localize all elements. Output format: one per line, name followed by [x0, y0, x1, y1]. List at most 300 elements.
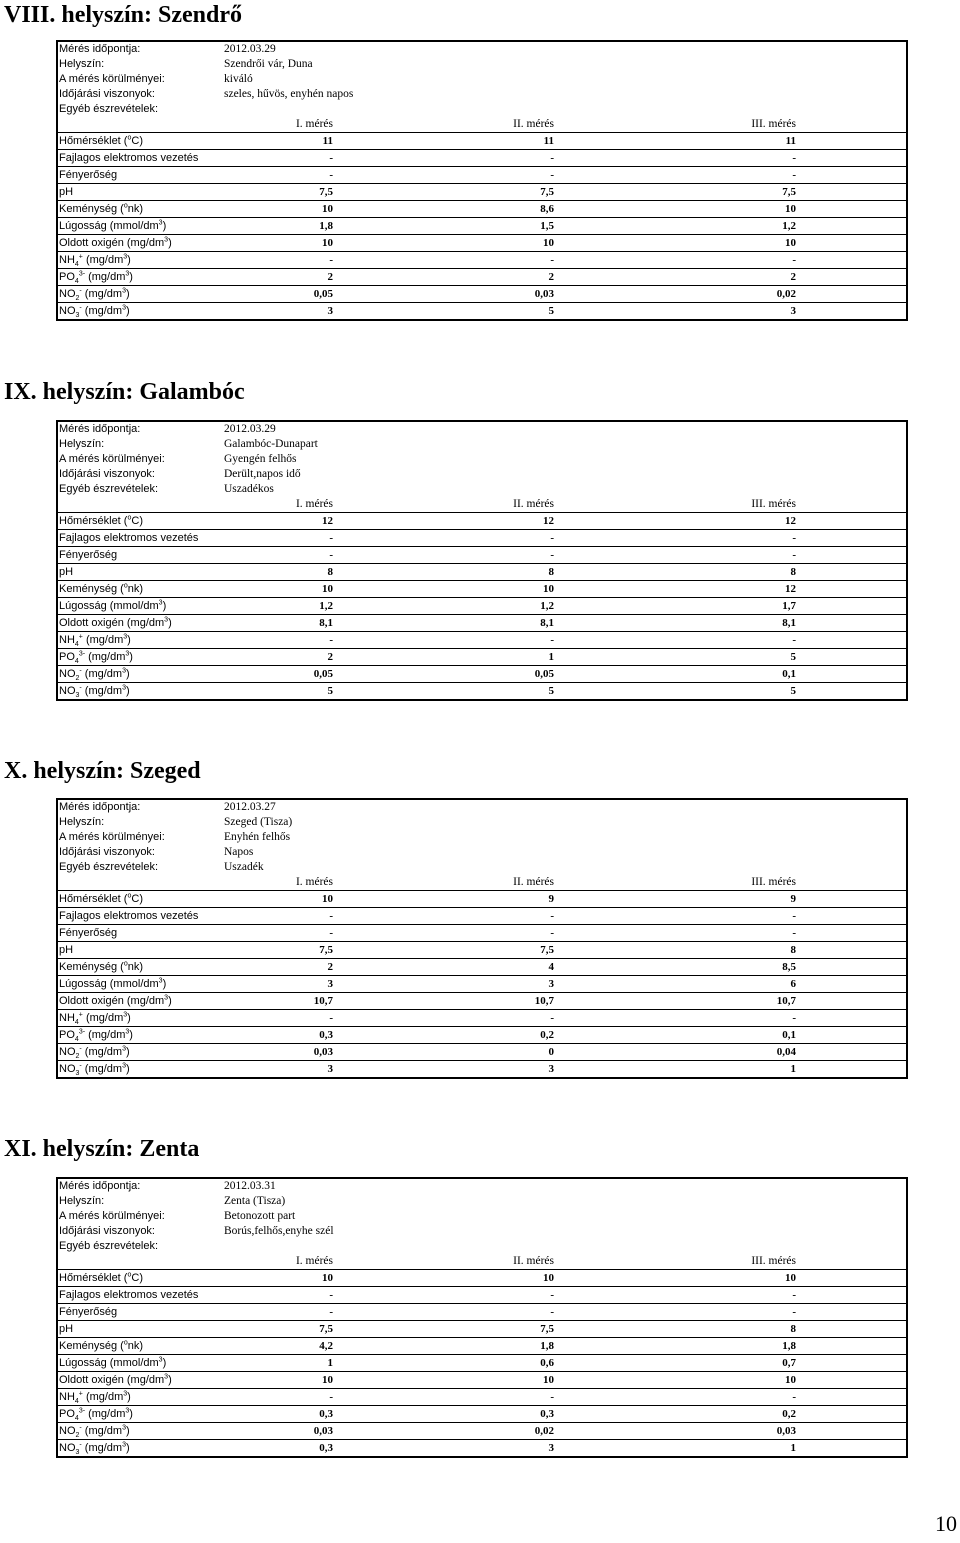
value-cell: 12	[458, 513, 684, 530]
value-cell: 9	[458, 891, 684, 908]
info-value: 2012.03.29	[224, 423, 276, 435]
info-label: Egyéb észrevételek:	[59, 1240, 159, 1252]
value-cell: 0,03	[223, 1423, 458, 1440]
page-number: 10	[935, 1511, 957, 1536]
table-row	[58, 891, 906, 908]
param-label: $NO_2^-$ $(mg/dm^3)$	[58, 1423, 223, 1440]
table-row	[58, 942, 906, 959]
value-cell: 10	[684, 1270, 906, 1287]
param-label: $NO_3^-$ $(mg/dm^3)$	[58, 303, 223, 320]
info-value: 2012.03.31	[224, 1180, 276, 1192]
table-row	[58, 1027, 906, 1044]
value-cell: -	[458, 530, 684, 547]
section-title: XI. helyszín: Zenta	[4, 1136, 200, 1162]
table-row	[58, 1423, 906, 1440]
info-label: Egyéb észrevételek:	[59, 483, 159, 495]
value-cell: 1,8	[223, 218, 458, 235]
value-cell: 10	[223, 1270, 458, 1287]
table-row	[58, 1321, 906, 1338]
info-row	[58, 482, 906, 497]
measurement-table	[56, 798, 908, 1079]
value-cell: 10	[223, 235, 458, 252]
value-cell: -	[458, 632, 684, 649]
info-value: Uszadékos	[224, 483, 274, 495]
value-cell: 2	[458, 269, 684, 286]
table-row	[58, 564, 906, 581]
table-row	[58, 303, 906, 320]
table-row	[58, 1044, 906, 1061]
param-label: pH	[58, 564, 223, 581]
value-cell: 0,03	[684, 1423, 906, 1440]
value-cell: 8,6	[458, 201, 684, 218]
value-cell: 3	[458, 1440, 684, 1457]
value-cell: 10	[223, 581, 458, 598]
info-label: Mérés időpontja:	[59, 43, 141, 55]
table-row	[58, 1355, 906, 1372]
value-cell: 10,7	[458, 993, 684, 1010]
info-value: Derült,napos idő	[224, 468, 301, 480]
value-cell: 5	[684, 683, 906, 700]
value-cell: 8	[458, 564, 684, 581]
table-row	[58, 581, 906, 598]
info-row	[58, 452, 906, 467]
param-label: Fajlagos elektromos vezetés	[58, 1287, 223, 1304]
value-cell: 1,2	[684, 218, 906, 235]
info-label: A mérés körülményei:	[59, 73, 165, 85]
value-cell: 5	[223, 683, 458, 700]
table-row	[58, 218, 906, 235]
param-label: Fajlagos elektromos vezetés	[58, 908, 223, 925]
param-label: $NO_2^-$ $(mg/dm^3)$	[58, 666, 223, 683]
value-cell: -	[458, 925, 684, 942]
value-cell: 3	[684, 303, 906, 320]
table-row	[58, 252, 906, 269]
measurement-table	[56, 420, 908, 701]
value-cell: -	[458, 150, 684, 167]
value-cell: 1,7	[684, 598, 906, 615]
value-cell: 0,6	[458, 1355, 684, 1372]
param-label: $PO_4^{3-}$ $(mg/dm^3)$	[58, 649, 223, 666]
value-cell: 0	[458, 1044, 684, 1061]
info-row	[58, 1209, 906, 1224]
info-value: Galambóc-Dunapart	[224, 438, 318, 450]
value-cell: 7,5	[223, 942, 458, 959]
value-cell: 10	[458, 1372, 684, 1389]
value-cell: -	[458, 1389, 684, 1406]
param-label: Hőmérséklet ($^o$C)	[58, 133, 223, 150]
param-label: Oldott oxigén $(mg/dm^3)$	[58, 615, 223, 632]
value-cell: 10	[684, 235, 906, 252]
value-cell: 3	[223, 1061, 458, 1078]
value-cell: 8,1	[684, 615, 906, 632]
table-row	[58, 1372, 906, 1389]
value-cell: -	[223, 167, 458, 184]
param-label: $NO_2^-$ $(mg/dm^3)$	[58, 286, 223, 303]
value-cell: 12	[684, 513, 906, 530]
param-label: Fajlagos elektromos vezetés	[58, 150, 223, 167]
value-cell: 10	[223, 201, 458, 218]
value-cell: 10	[458, 1270, 684, 1287]
table-row	[58, 1287, 906, 1304]
value-cell: -	[684, 252, 906, 269]
value-cell: 0,02	[458, 1423, 684, 1440]
value-cell: 0,03	[458, 286, 684, 303]
param-label: Fajlagos elektromos vezetés	[58, 530, 223, 547]
value-cell: 5	[458, 303, 684, 320]
info-row	[58, 422, 906, 437]
section-title: X. helyszín: Szeged	[4, 758, 201, 784]
param-label: $NO_3^-$ $(mg/dm^3)$	[58, 1440, 223, 1457]
value-cell: -	[458, 1287, 684, 1304]
value-cell: -	[458, 252, 684, 269]
param-label: Oldott oxigén $(mg/dm^3)$	[58, 1372, 223, 1389]
param-label: Lúgosság $(mmol/dm^3)$	[58, 598, 223, 615]
value-cell: -	[684, 1304, 906, 1321]
param-label: Keménység ($^o$nk)	[58, 959, 223, 976]
table-row	[58, 150, 906, 167]
info-value	[223, 102, 906, 117]
info-row	[58, 72, 906, 87]
value-cell: 12	[684, 581, 906, 598]
info-value: Uszadék	[224, 861, 264, 873]
param-label: Lúgosság $(mmol/dm^3)$	[58, 976, 223, 993]
info-row	[58, 800, 906, 815]
value-cell: 10,7	[223, 993, 458, 1010]
value-cell: 0,05	[458, 666, 684, 683]
info-value: Enyhén felhős	[224, 831, 291, 843]
info-value: Szeged (Tisza)	[224, 816, 293, 828]
value-cell: 2	[223, 959, 458, 976]
value-cell: -	[223, 1304, 458, 1321]
info-value: 2012.03.29	[224, 43, 276, 55]
column-header-row	[58, 497, 906, 513]
value-cell: 8	[223, 564, 458, 581]
value-cell: 1,2	[458, 598, 684, 615]
info-label: Egyéb észrevételek:	[59, 861, 159, 873]
table-row	[58, 513, 906, 530]
info-value: 2012.03.27	[224, 801, 276, 813]
info-row	[58, 815, 906, 830]
table-row	[58, 530, 906, 547]
table-row	[58, 908, 906, 925]
value-cell: 1,5	[458, 218, 684, 235]
value-cell: 1	[223, 1355, 458, 1372]
column-header: III. mérés	[751, 498, 797, 510]
param-label: $NH_4^+$ $(mg/dm^3)$	[58, 1389, 223, 1406]
param-label: pH	[58, 1321, 223, 1338]
param-label: Lúgosság $(mmol/dm^3)$	[58, 1355, 223, 1372]
value-cell: 10,7	[684, 993, 906, 1010]
info-value	[223, 1239, 906, 1254]
info-label: Időjárási viszonyok:	[59, 1225, 155, 1237]
table-row	[58, 1338, 906, 1355]
info-row	[58, 845, 906, 860]
info-value: kiváló	[224, 73, 253, 85]
value-cell: -	[684, 1010, 906, 1027]
value-cell: -	[458, 167, 684, 184]
value-cell: 8	[684, 564, 906, 581]
info-label: A mérés körülményei:	[59, 831, 165, 843]
value-cell: 0,1	[684, 666, 906, 683]
column-header: I. mérés	[295, 1255, 333, 1267]
table-row	[58, 167, 906, 184]
info-label: Helyszín:	[59, 1195, 105, 1207]
param-label: $PO_4^{3-}$ $(mg/dm^3)$	[58, 1406, 223, 1423]
value-cell: 11	[684, 133, 906, 150]
table-row	[58, 632, 906, 649]
param-label: Lúgosság $(mmol/dm^3)$	[58, 218, 223, 235]
value-cell: 0,3	[223, 1440, 458, 1457]
column-header: II. mérés	[513, 498, 554, 510]
value-cell: -	[684, 1389, 906, 1406]
table-row	[58, 1406, 906, 1423]
table-row	[58, 959, 906, 976]
value-cell: 5	[458, 683, 684, 700]
value-cell: 0,05	[223, 286, 458, 303]
value-cell: 10	[223, 1372, 458, 1389]
info-label: Egyéb észrevételek:	[59, 103, 159, 115]
value-cell: 5	[684, 649, 906, 666]
info-value: Gyengén felhős	[224, 453, 297, 465]
param-label: Keménység ($^o$nk)	[58, 1338, 223, 1355]
column-header: III. mérés	[751, 1255, 797, 1267]
param-label: Hőmérséklet ($^o$C)	[58, 513, 223, 530]
info-label: Helyszín:	[59, 438, 105, 450]
table-row	[58, 976, 906, 993]
value-cell: 0,02	[684, 286, 906, 303]
column-header: II. mérés	[513, 1255, 554, 1267]
info-label: Helyszín:	[59, 816, 105, 828]
info-value: Borús,felhős,enyhe szél	[224, 1225, 334, 1237]
value-cell: 3	[458, 1061, 684, 1078]
info-value: Napos	[224, 846, 254, 858]
table-row	[58, 649, 906, 666]
value-cell: 3	[223, 303, 458, 320]
table-row	[58, 235, 906, 252]
value-cell: 1	[684, 1440, 906, 1457]
value-cell: -	[223, 632, 458, 649]
value-cell: -	[684, 530, 906, 547]
info-row	[58, 57, 906, 72]
value-cell: -	[684, 632, 906, 649]
value-cell: -	[223, 252, 458, 269]
value-cell: 8	[684, 1321, 906, 1338]
value-cell: -	[684, 908, 906, 925]
value-cell: 10	[684, 201, 906, 218]
value-cell: 0,2	[458, 1027, 684, 1044]
value-cell: 7,5	[223, 1321, 458, 1338]
value-cell: -	[223, 908, 458, 925]
value-cell: 2	[223, 649, 458, 666]
value-cell: -	[458, 547, 684, 564]
value-cell: 8,1	[458, 615, 684, 632]
param-label: $NO_2^-$ $(mg/dm^3)$	[58, 1044, 223, 1061]
value-cell: -	[458, 1304, 684, 1321]
value-cell: 8,5	[684, 959, 906, 976]
table-row	[58, 615, 906, 632]
table-row	[58, 993, 906, 1010]
table-row	[58, 547, 906, 564]
table-row	[58, 1440, 906, 1457]
value-cell: 9	[684, 891, 906, 908]
info-label: Időjárási viszonyok:	[59, 468, 155, 480]
value-cell: -	[684, 150, 906, 167]
info-label: Mérés időpontja:	[59, 1180, 141, 1192]
table-row	[58, 201, 906, 218]
table-row	[58, 1304, 906, 1321]
value-cell: 0,3	[223, 1027, 458, 1044]
info-row	[58, 1224, 906, 1239]
value-cell: 11	[458, 133, 684, 150]
param-label: $NH_4^+$ $(mg/dm^3)$	[58, 252, 223, 269]
info-label: A mérés körülményei:	[59, 1210, 165, 1222]
value-cell: 4	[458, 959, 684, 976]
value-cell: -	[458, 908, 684, 925]
measurement-table	[56, 40, 908, 321]
table-row	[58, 184, 906, 201]
value-cell: 1,8	[458, 1338, 684, 1355]
info-row	[58, 1194, 906, 1209]
param-label: pH	[58, 942, 223, 959]
value-cell: 7,5	[684, 184, 906, 201]
param-label: pH	[58, 184, 223, 201]
param-label: Fényerőség	[58, 925, 223, 942]
column-header-row	[58, 875, 906, 891]
info-label: Mérés időpontja:	[59, 801, 141, 813]
column-header-row	[58, 1254, 906, 1270]
param-label: Oldott oxigén $(mg/dm^3)$	[58, 235, 223, 252]
column-header-row	[58, 117, 906, 133]
column-header: I. mérés	[295, 118, 333, 130]
value-cell: 6	[684, 976, 906, 993]
column-header: III. mérés	[751, 876, 797, 888]
value-cell: -	[684, 547, 906, 564]
info-value: szeles, hűvös, enyhén napos	[224, 88, 354, 100]
info-label: Időjárási viszonyok:	[59, 846, 155, 858]
value-cell: 10	[458, 235, 684, 252]
info-value: Zenta (Tisza)	[224, 1195, 286, 1207]
value-cell: 10	[458, 581, 684, 598]
param-label: $NO_3^-$ $(mg/dm^3)$	[58, 1061, 223, 1078]
section-title: IX. helyszín: Galambóc	[4, 379, 245, 405]
value-cell: 1,2	[223, 598, 458, 615]
info-label: A mérés körülményei:	[59, 453, 165, 465]
value-cell: -	[223, 1389, 458, 1406]
value-cell: 1	[684, 1061, 906, 1078]
value-cell: 8,1	[223, 615, 458, 632]
info-row	[58, 1239, 906, 1254]
value-cell: 11	[223, 133, 458, 150]
value-cell: -	[223, 1287, 458, 1304]
value-cell: -	[223, 530, 458, 547]
value-cell: 12	[223, 513, 458, 530]
value-cell: 4,2	[223, 1338, 458, 1355]
value-cell: -	[684, 1287, 906, 1304]
value-cell: -	[684, 167, 906, 184]
info-row	[58, 102, 906, 117]
param-label: $PO_4^{3-}$ $(mg/dm^3)$	[58, 269, 223, 286]
table-row	[58, 269, 906, 286]
value-cell: -	[684, 925, 906, 942]
table-row	[58, 683, 906, 700]
param-label: $NO_3^-$ $(mg/dm^3)$	[58, 683, 223, 700]
info-row	[58, 87, 906, 102]
measurement-table	[56, 1177, 908, 1458]
info-row	[58, 437, 906, 452]
value-cell: 7,5	[458, 942, 684, 959]
value-cell: 7,5	[458, 1321, 684, 1338]
table-row	[58, 666, 906, 683]
value-cell: 0,3	[458, 1406, 684, 1423]
value-cell: -	[223, 925, 458, 942]
value-cell: 7,5	[223, 184, 458, 201]
value-cell: 2	[223, 269, 458, 286]
param-label: Fényerőség	[58, 547, 223, 564]
info-row	[58, 830, 906, 845]
value-cell: 0,7	[684, 1355, 906, 1372]
value-cell: 3	[223, 976, 458, 993]
value-cell: 0,3	[223, 1406, 458, 1423]
param-label: Fényerőség	[58, 167, 223, 184]
column-header: III. mérés	[751, 118, 797, 130]
value-cell: -	[458, 1010, 684, 1027]
table-row	[58, 1270, 906, 1287]
value-cell: 0,2	[684, 1406, 906, 1423]
column-header: II. mérés	[513, 118, 554, 130]
table-row	[58, 1389, 906, 1406]
info-value: Szendrői vár, Duna	[224, 58, 313, 70]
value-cell: 10	[684, 1372, 906, 1389]
info-label: Időjárási viszonyok:	[59, 88, 155, 100]
param-label: Hőmérséklet ($^o$C)	[58, 891, 223, 908]
value-cell: 1,8	[684, 1338, 906, 1355]
column-header: I. mérés	[295, 876, 333, 888]
info-label: Mérés időpontja:	[59, 423, 141, 435]
info-row	[58, 42, 906, 57]
value-cell: 0,03	[223, 1044, 458, 1061]
value-cell: 1	[458, 649, 684, 666]
column-header: II. mérés	[513, 876, 554, 888]
value-cell: 0,05	[223, 666, 458, 683]
param-label: Hőmérséklet ($^o$C)	[58, 1270, 223, 1287]
param-label: Oldott oxigén $(mg/dm^3)$	[58, 993, 223, 1010]
value-cell: 3	[458, 976, 684, 993]
info-row	[58, 1179, 906, 1194]
table-row	[58, 133, 906, 150]
column-header: I. mérés	[295, 498, 333, 510]
table-row	[58, 286, 906, 303]
param-label: $NH_4^+$ $(mg/dm^3)$	[58, 1010, 223, 1027]
param-label: $NH_4^+$ $(mg/dm^3)$	[58, 632, 223, 649]
info-row	[58, 467, 906, 482]
value-cell: 10	[223, 891, 458, 908]
table-row	[58, 1061, 906, 1078]
value-cell: 8	[684, 942, 906, 959]
info-value: Betonozott part	[224, 1210, 296, 1222]
param-label: Keménység ($^o$nk)	[58, 201, 223, 218]
value-cell: 0,04	[684, 1044, 906, 1061]
param-label: Fényerőség	[58, 1304, 223, 1321]
value-cell: -	[223, 1010, 458, 1027]
section-title: VIII. helyszín: Szendrő	[4, 2, 243, 28]
table-row	[58, 925, 906, 942]
info-row	[58, 860, 906, 875]
table-row	[58, 598, 906, 615]
info-label: Helyszín:	[59, 58, 105, 70]
value-cell: -	[223, 150, 458, 167]
param-label: Keménység ($^o$nk)	[58, 581, 223, 598]
value-cell: 7,5	[458, 184, 684, 201]
